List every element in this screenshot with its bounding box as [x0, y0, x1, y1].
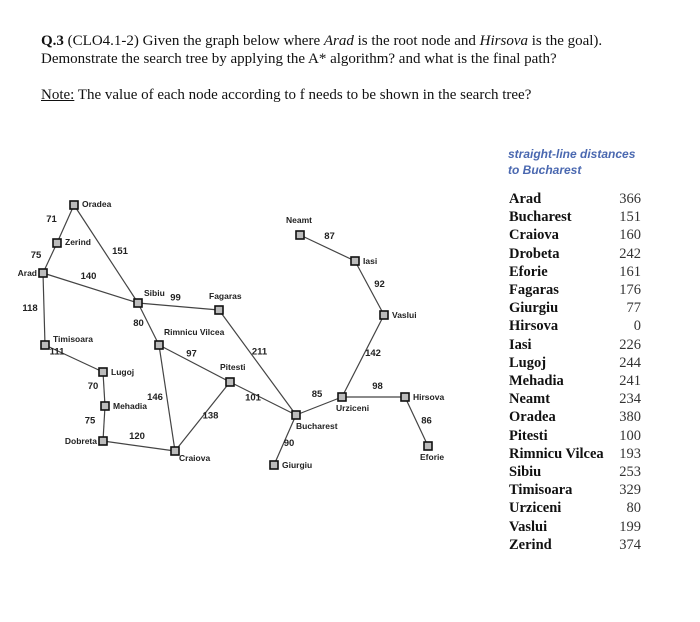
city-node-giurgiu	[270, 461, 278, 469]
sld-row	[509, 536, 641, 554]
city-node-zerind	[53, 239, 61, 247]
sld-row	[509, 317, 641, 335]
edge-sibiu-fagaras	[138, 303, 219, 310]
city-label-neamt: Neamt	[286, 215, 312, 225]
sld-city: Drobeta	[509, 245, 560, 262]
edge-distance: 146	[147, 392, 163, 403]
sld-value: 176	[619, 282, 641, 299]
sld-title	[508, 146, 635, 178]
edge-oradea-sibiu	[74, 205, 138, 303]
sld-row	[509, 408, 641, 426]
sld-city: Lugoj	[509, 354, 547, 371]
note-label: Note:	[41, 87, 75, 103]
question-text-1: Given the graph below where	[142, 33, 321, 49]
sld-title-line-2: to Bucharest	[508, 163, 582, 177]
sld-value: 241	[619, 373, 641, 390]
sld-value: 374	[619, 536, 641, 553]
sld-value: 77	[626, 300, 641, 317]
edge-distance: 97	[186, 348, 197, 360]
edge-arad-timisoara	[43, 273, 45, 345]
sld-city: Bucharest	[509, 209, 572, 226]
edge-distance: 85	[311, 389, 323, 400]
edge-distance: 120	[129, 431, 145, 442]
edge-distance: 71	[46, 214, 57, 225]
sld-city: Hirsova	[509, 318, 559, 335]
edge-distance: 98	[372, 381, 383, 392]
sld-row	[509, 226, 641, 244]
edge-pitesti-bucharest	[230, 382, 296, 415]
sld-value: 193	[619, 445, 641, 462]
edge-distance: 111	[49, 346, 65, 358]
sld-row	[509, 463, 641, 481]
sld-city: Mehadia	[509, 373, 564, 390]
sld-row	[509, 499, 641, 517]
city-node-timisoara	[41, 341, 49, 349]
sld-row	[509, 445, 641, 463]
root-node: Arad	[323, 33, 354, 49]
edge-lugoj-mehadia	[103, 372, 105, 406]
sld-city: Sibiu	[509, 464, 542, 481]
edge-dobreta-craiova	[103, 441, 175, 451]
sld-value: 80	[626, 500, 641, 517]
sld-value: 199	[619, 518, 641, 535]
sld-row	[509, 245, 641, 263]
sld-row	[509, 354, 641, 372]
sld-city: Zerind	[509, 536, 552, 553]
sld-city: Pitesti	[509, 427, 548, 444]
sld-row	[509, 481, 641, 499]
city-label-giurgiu: Giurgiu	[282, 460, 313, 470]
edge-distance: 138	[202, 410, 219, 422]
sld-row	[509, 299, 641, 317]
question-clo: (CLO4.1-2)	[67, 33, 139, 49]
edge-distance: 87	[324, 231, 335, 242]
sld-value: 253	[619, 464, 641, 481]
city-node-bucharest	[292, 411, 300, 419]
city-node-mehadia	[101, 402, 109, 410]
city-node-urziceni	[338, 393, 346, 401]
city-label-rimnicu-vilcea: Rimnicu Vilcea	[164, 327, 225, 337]
edge-distance: 151	[112, 246, 128, 257]
sld-city: Craiova	[509, 227, 559, 244]
city-label-fagaras: Fagaras	[209, 291, 242, 301]
city-node-lugoj	[99, 368, 107, 376]
city-node-hirsova	[401, 393, 409, 401]
sld-city: Giurgiu	[509, 300, 559, 317]
edge-distance: 211	[251, 346, 268, 358]
city-label-bucharest: Bucharest	[296, 421, 338, 431]
sld-value: 244	[619, 354, 641, 371]
sld-value: 160	[619, 227, 641, 244]
sld-city: Neamt	[509, 391, 551, 408]
sld-row	[509, 336, 641, 354]
city-label-mehadia: Mehadia	[113, 401, 148, 411]
city-node-arad	[39, 269, 47, 277]
sld-row	[509, 372, 641, 390]
sld-city: Urziceni	[509, 500, 562, 517]
sld-table	[509, 190, 641, 554]
city-node-oradea	[70, 201, 78, 209]
sld-city: Iasi	[509, 336, 532, 353]
sld-city: Arad	[509, 191, 542, 207]
city-node-iasi	[351, 257, 359, 265]
city-node-sibiu	[134, 299, 142, 307]
city-label-urziceni: Urziceni	[336, 403, 370, 413]
edge-distance: 92	[374, 279, 385, 290]
edge-distance: 90	[283, 438, 295, 449]
goal-node: Hirsova	[479, 33, 529, 49]
edge-distance: 86	[421, 415, 432, 427]
city-label-eforie: Eforie	[420, 452, 445, 462]
sld-row	[509, 281, 641, 299]
edge-distance: 75	[84, 415, 96, 427]
edge-mehadia-dobreta	[103, 406, 105, 441]
edge-distance: 101	[245, 392, 261, 404]
sld-row	[509, 518, 641, 536]
city-label-sibiu: Sibiu	[144, 288, 165, 298]
sld-row	[509, 190, 641, 208]
sld-value: 0	[633, 318, 641, 335]
sld-row	[509, 208, 641, 226]
city-label-craiova: Craiova	[179, 453, 211, 463]
city-node-rimnicu-vilcea	[155, 341, 163, 349]
city-label-arad: Arad	[17, 268, 37, 278]
sld-city: Oradea	[509, 409, 556, 426]
city-node-eforie	[424, 442, 432, 450]
city-label-dobreta: Dobreta	[64, 436, 97, 446]
city-label-timisoara: Timisoara	[53, 334, 94, 344]
note-text: The value of each node according to f needs to be shown in the search tree?	[77, 87, 532, 103]
city-label-iasi: Iasi	[363, 256, 378, 266]
sld-city: Timisoara	[509, 482, 573, 499]
city-label-pitesti: Pitesti	[220, 362, 246, 372]
edge-distance: 118	[22, 303, 38, 314]
sld-value: 234	[619, 391, 641, 408]
city-node-vaslui	[380, 311, 388, 319]
sld-value: 366	[619, 191, 641, 207]
city-label-vaslui: Vaslui	[392, 310, 417, 320]
edge-distance: 142	[365, 348, 381, 359]
sld-city: Rimnicu Vilcea	[509, 445, 604, 462]
sld-title-line-1: straight-line distances	[508, 147, 636, 161]
edge-distance: 140	[80, 271, 97, 282]
sld-row	[509, 390, 641, 408]
question-text-2: is the root node and	[357, 33, 476, 49]
question-text-3: is the goal).	[531, 33, 603, 49]
edge-distance: 80	[133, 318, 144, 329]
sld-row	[509, 427, 641, 445]
sld-value: 161	[619, 263, 641, 280]
sld-city: Vaslui	[509, 518, 548, 535]
city-node-pitesti	[226, 378, 234, 386]
edge-distance: 70	[87, 381, 99, 392]
question-line-2: Demonstrate the search tree by applying the A* algorithm? and what is the final path?	[41, 51, 557, 67]
sld-value: 151	[619, 209, 641, 226]
city-label-hirsova: Hirsova	[413, 392, 445, 402]
sld-value: 380	[619, 409, 641, 426]
sld-city: Eforie	[509, 263, 548, 280]
city-node-neamt	[296, 231, 304, 239]
sld-value: 100	[619, 427, 641, 444]
city-label-zerind: Zerind	[65, 237, 91, 247]
city-node-fagaras	[215, 306, 223, 314]
sld-value: 226	[619, 336, 641, 353]
city-label-lugoj: Lugoj	[111, 367, 135, 377]
sld-value: 329	[619, 482, 641, 499]
sld-city: Fagaras	[509, 282, 559, 299]
city-node-craiova	[171, 447, 179, 455]
edge-distance: 99	[170, 292, 181, 304]
question-number: Q.3	[41, 33, 64, 49]
city-label-oradea: Oradea	[82, 199, 112, 209]
city-node-dobreta	[99, 437, 107, 445]
edge-distance: 75	[30, 250, 42, 261]
sld-value: 242	[619, 245, 641, 262]
sld-row	[509, 263, 641, 281]
